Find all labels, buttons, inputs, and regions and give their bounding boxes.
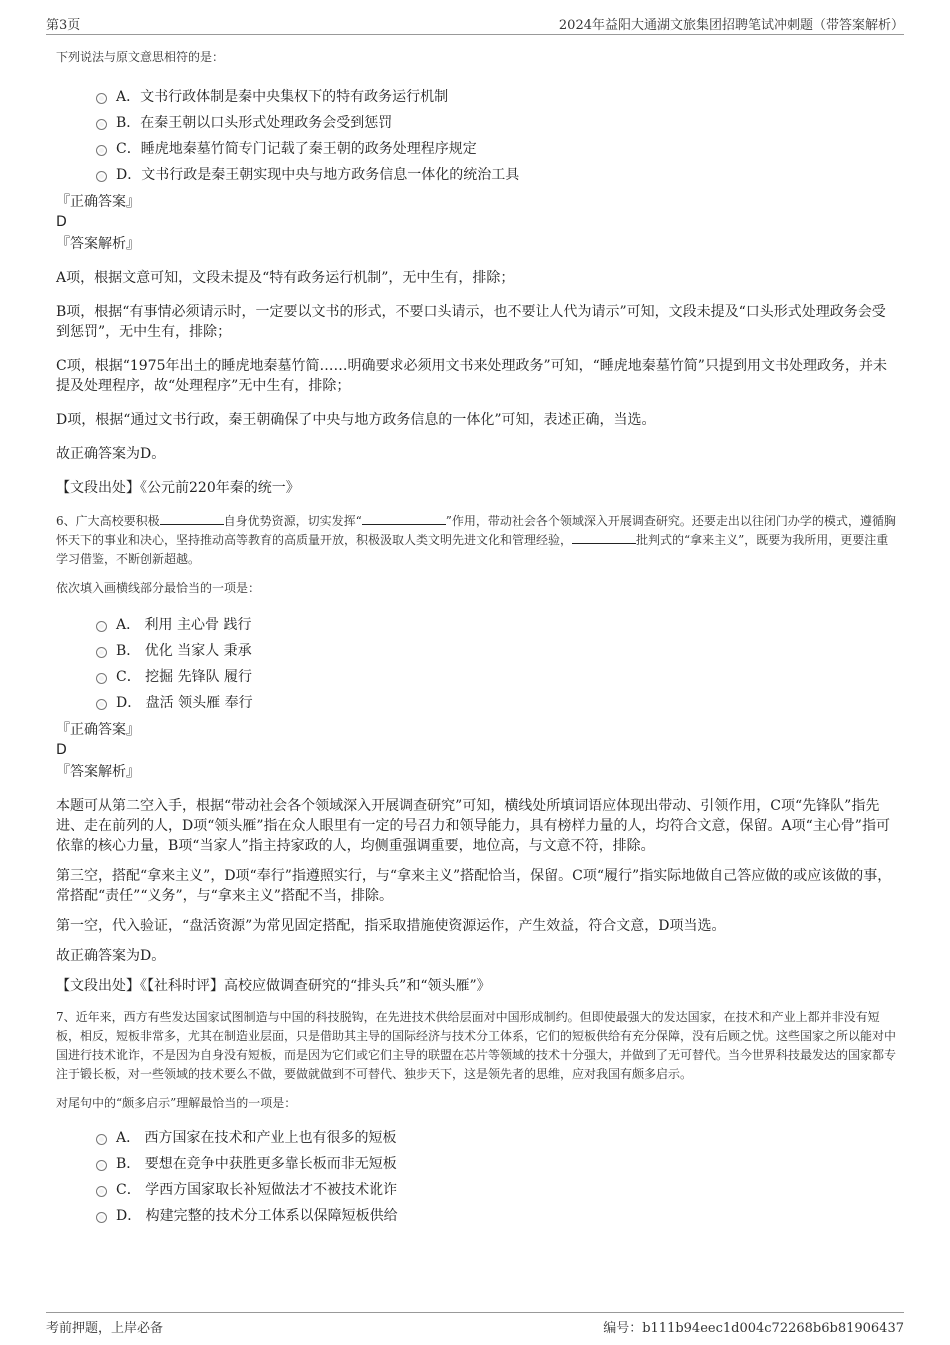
q6-blank-1[interactable] [160, 512, 224, 525]
q6-answer-label: 『正确答案』 [56, 722, 140, 738]
document-title: 2024年益阳大通湖文旅集团招聘笔试冲刺题（带答案解析） [558, 18, 904, 33]
q6-blank-2[interactable] [362, 512, 446, 525]
q5-analysis-label: 『答案解析』 [56, 236, 140, 252]
document-id: 编号：b111b94eec1d004c72268b6b81906437 [603, 1321, 904, 1336]
q7-option-a[interactable]: A． 西方国家在技术和产业上也有很多的短板 [96, 1125, 896, 1151]
q6-source: 【文段出处】《【社科时评】高校应做调查研究的“排头兵”和“领头雁”》 [56, 978, 491, 994]
q5-analysis-c: C项，根据“1975年出土的睡虎地秦墓竹简……明确要求必须用文书来处理政务”可知，“睡虎地秦墓竹简”只提到用文书处理政务，并未提及处理程序，故“处理程序”无中生有，排除； [56, 358, 887, 394]
q5-answer: D [56, 214, 67, 230]
document-body [56, 44, 896, 1229]
radio-icon[interactable] [96, 171, 107, 182]
page-header [46, 12, 904, 35]
q6-option-a[interactable]: A． 利用 主心骨 践行 [96, 612, 896, 638]
q6-blank-3[interactable] [572, 531, 636, 544]
radio-icon[interactable] [96, 1134, 107, 1145]
q6-analysis-3: 第一空，代入验证，“盘活资源”为常见固定搭配，指采取措施使资源运作，产生效益，符合文意，D项当选。 [56, 918, 726, 934]
q5-options [96, 84, 896, 188]
q5-option-c[interactable]: C．睡虎地秦墓竹简专门记载了秦王朝的政务处理程序规定 [96, 136, 896, 162]
radio-icon[interactable] [96, 673, 107, 684]
q5-option-a[interactable]: A．文书行政体制是秦中央集权下的特有政务运行机制 [96, 84, 896, 110]
radio-icon[interactable] [96, 621, 107, 632]
q6-options [96, 612, 896, 716]
radio-icon[interactable] [96, 93, 107, 104]
q7-options [96, 1125, 896, 1229]
radio-icon[interactable] [96, 647, 107, 658]
q6-prompt: 依次填入画横线部分最恰当的一项是： [56, 581, 261, 595]
q6-analysis-label: 『答案解析』 [56, 764, 140, 780]
q5-conclusion: 故正确答案为D。 [56, 446, 166, 462]
q7-option-c[interactable]: C． 学西方国家取长补短做法才不被技术讹诈 [96, 1177, 896, 1203]
radio-icon[interactable] [96, 145, 107, 156]
q5-source: 【文段出处】《公元前220年秦的统一》 [56, 480, 300, 496]
q5-prompt: 下列说法与原文意思相符的是： [56, 50, 225, 64]
radio-icon[interactable] [96, 119, 107, 130]
q7-stem: 7、近年来，西方有些发达国家试图制造与中国的科技脱钩，在先进技术供给层面对中国形成制约。但即使最强大的发达国家，在技术和产业上都并非没有短板，相反，短板非常多，尤其在制造业层面，只是借助其主导的国际经济与技术分工体系，它们的短板供给有充分保障，没有后顾之忧。这些国家之所以能对中国进行技术讹诈，不是因为自身没有短板，而是因为它们或它们主导的联盟在芯片等领域的技术十分强大，并做到了无可替代。当今世界科技最发达的国家都专注于锻长板，对一些领域的技术要么不做，要做就做到不可替代、独步天下，这是领先者的思维，应对我国有颇多启示。 [56, 1010, 897, 1081]
q6-stem: 6、广大高校要积极 自身优势资源，切实发挥“ ”作用，带动社会各个领域深入开展调查研究。还要走出以往闭门办学的模式，遵循胸怀天下的事业和决心，坚持推动高等教育的高质量开放，积极汲取人类文明先进文化和管理经验， 批判式的“拿来主义”，既要为我所用，更要注重学习借鉴，不断创新超越。 [56, 514, 896, 566]
q7-option-d[interactable]: D． 构建完整的技术分工体系以保障短板供给 [96, 1203, 896, 1229]
q5-answer-label: 『正确答案』 [56, 194, 140, 210]
q6-option-c[interactable]: C． 挖掘 先锋队 履行 [96, 664, 896, 690]
page-footer [46, 1312, 904, 1336]
q6-option-d[interactable]: D． 盘活 领头雁 奉行 [96, 690, 896, 716]
q6-analysis-1: 本题可从第二空入手，根据“带动社会各个领域深入开展调查研究”可知，横线处所填词语应体现出带动、引领作用，C项“先锋队”指先进、走在前列的人，D项“领头雁”指在众人眼里有一定的号召力和领导能力，具有榜样力量的人，均符合文意，保留。A项“主心骨”指可依靠的核心力量，B项“当家人”指主持家政的人，均侧重强调重要，地位高，与文意不符，排除。 [56, 798, 890, 854]
q6-option-b[interactable]: B． 优化 当家人 秉承 [96, 638, 896, 664]
footer-slogan: 考前押题，上岸必备 [46, 1321, 164, 1336]
q7-option-b[interactable]: B． 要想在竞争中获胜更多靠长板而非无短板 [96, 1151, 896, 1177]
page-number: 第3页 [46, 18, 81, 33]
radio-icon[interactable] [96, 1212, 107, 1223]
q5-analysis-a: A项，根据文意可知，文段未提及“特有政务运行机制”，无中生有，排除； [56, 270, 515, 286]
q5-analysis-d: D项，根据“通过文书行政，秦王朝确保了中央与地方政务信息的一体化”可知，表述正确，当选。 [56, 412, 656, 428]
radio-icon[interactable] [96, 1186, 107, 1197]
q5-option-d[interactable]: D．文书行政是秦王朝实现中央与地方政务信息一体化的统治工具 [96, 162, 896, 188]
q5-option-b[interactable]: B．在秦王朝以口头形式处理政务会受到惩罚 [96, 110, 896, 136]
q5-analysis-b: B项，根据“有事情必须请示时，一定要以文书的形式，不要口头请示，也不要让人代为请示”可知，文段未提及“口头形式处理政务会受到惩罚”，无中生有，排除； [56, 304, 886, 340]
q6-analysis-2: 第三空，搭配“拿来主义”，D项“奉行”指遵照实行，与“拿来主义”搭配恰当，保留。C项“履行”指实际地做自己答应做的或应该做的事，常搭配“责任”“义务”，与“拿来主义”搭配不当，排除。 [56, 868, 892, 904]
radio-icon[interactable] [96, 1160, 107, 1171]
radio-icon[interactable] [96, 699, 107, 710]
q6-answer: D [56, 742, 67, 758]
q7-prompt: 对尾句中的“颇多启示”理解最恰当的一项是： [56, 1096, 297, 1110]
q6-conclusion: 故正确答案为D。 [56, 948, 166, 964]
